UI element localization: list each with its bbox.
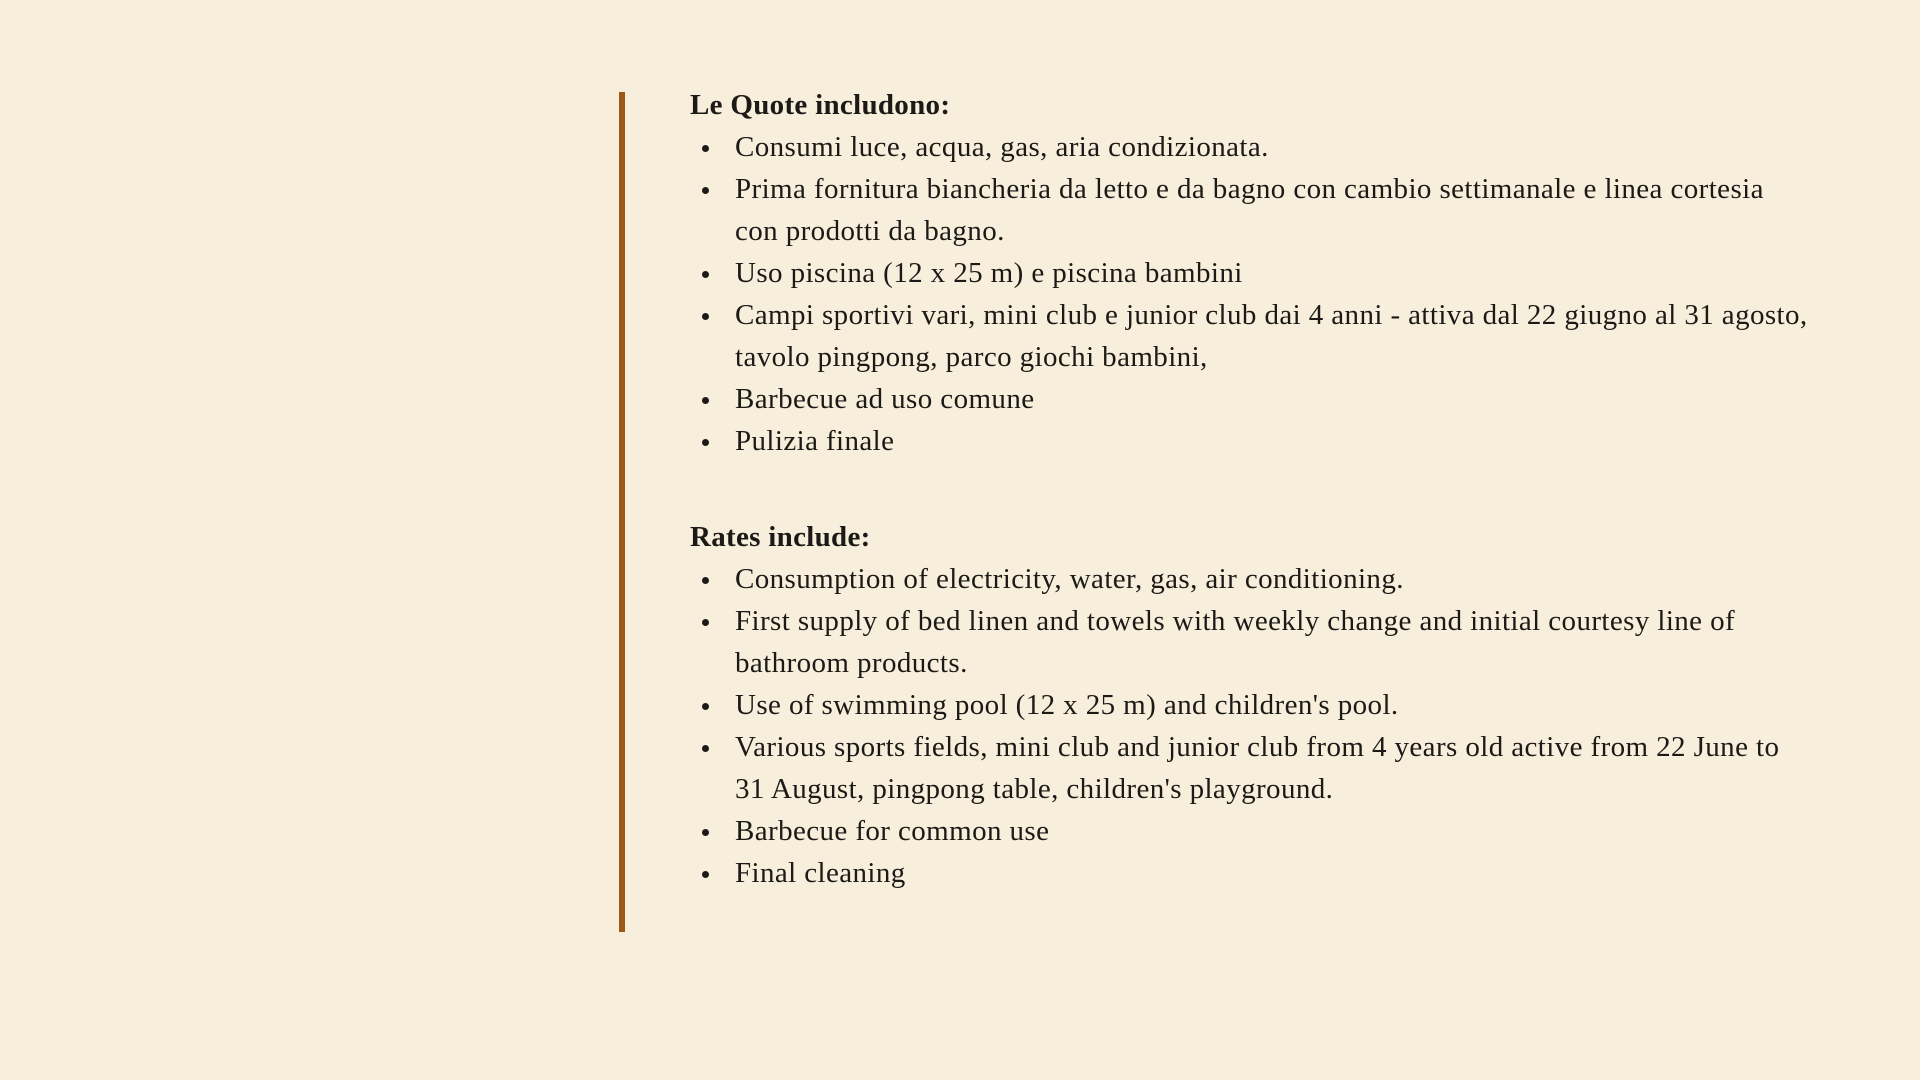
bullet-icon — [702, 145, 709, 152]
list-item-text: Barbecue for common use — [735, 815, 1050, 847]
list-item — [690, 558, 1810, 600]
english-section-title: Rates include: — [690, 521, 871, 553]
list-item-text: Prima fornitura biancheria da letto e da bagno con cambio settimanale e linea cortesia con prodotti da bagno. — [735, 173, 1764, 247]
bullet-icon — [702, 271, 709, 278]
section-spacer — [690, 462, 1810, 516]
list-item-text: Consumption of electricity, water, gas, air conditioning. — [735, 563, 1404, 595]
list-item-text: First supply of bed linen and towels with weekly change and initial courtesy line of bathroom products. — [735, 605, 1736, 679]
list-item — [690, 684, 1810, 726]
list-item-text: Various sports fields, mini club and junior club from 4 years old active from 22 June to 31 August, pingpong table, children's playground. — [735, 731, 1780, 805]
list-item — [690, 294, 1810, 378]
list-item-text: Pulizia finale — [735, 425, 895, 457]
list-item — [690, 168, 1810, 252]
bullet-icon — [702, 619, 709, 626]
list-item — [690, 420, 1810, 462]
list-item-text: Barbecue ad uso comune — [735, 383, 1035, 415]
list-item-text: Consumi luce, acqua, gas, aria condizionata. — [735, 131, 1269, 163]
bullet-icon — [702, 439, 709, 446]
bullet-icon — [702, 829, 709, 836]
bullet-icon — [702, 577, 709, 584]
list-item-text: Uso piscina (12 x 25 m) e piscina bambini — [735, 257, 1243, 289]
bullet-icon — [702, 745, 709, 752]
rates-content — [690, 84, 1810, 894]
list-item-text: Campi sportivi vari, mini club e junior club dai 4 anni - attiva dal 22 giugno al 31 agosto, tavolo pingpong, parco giochi bambini, — [735, 299, 1808, 373]
list-item — [690, 600, 1810, 684]
list-item-text: Use of swimming pool (12 x 25 m) and children's pool. — [735, 689, 1399, 721]
list-item — [690, 810, 1810, 852]
bullet-icon — [702, 187, 709, 194]
list-item-text: Final cleaning — [735, 857, 906, 889]
italian-inclusions-list — [690, 126, 1810, 462]
english-inclusions-list — [690, 558, 1810, 894]
italian-section-title: Le Quote includono: — [690, 89, 951, 121]
accent-bar — [619, 92, 625, 932]
bullet-icon — [702, 397, 709, 404]
bullet-icon — [702, 703, 709, 710]
bullet-icon — [702, 313, 709, 320]
list-item — [690, 852, 1810, 894]
list-item — [690, 126, 1810, 168]
list-item — [690, 378, 1810, 420]
list-item — [690, 726, 1810, 810]
list-item — [690, 252, 1810, 294]
bullet-icon — [702, 871, 709, 878]
